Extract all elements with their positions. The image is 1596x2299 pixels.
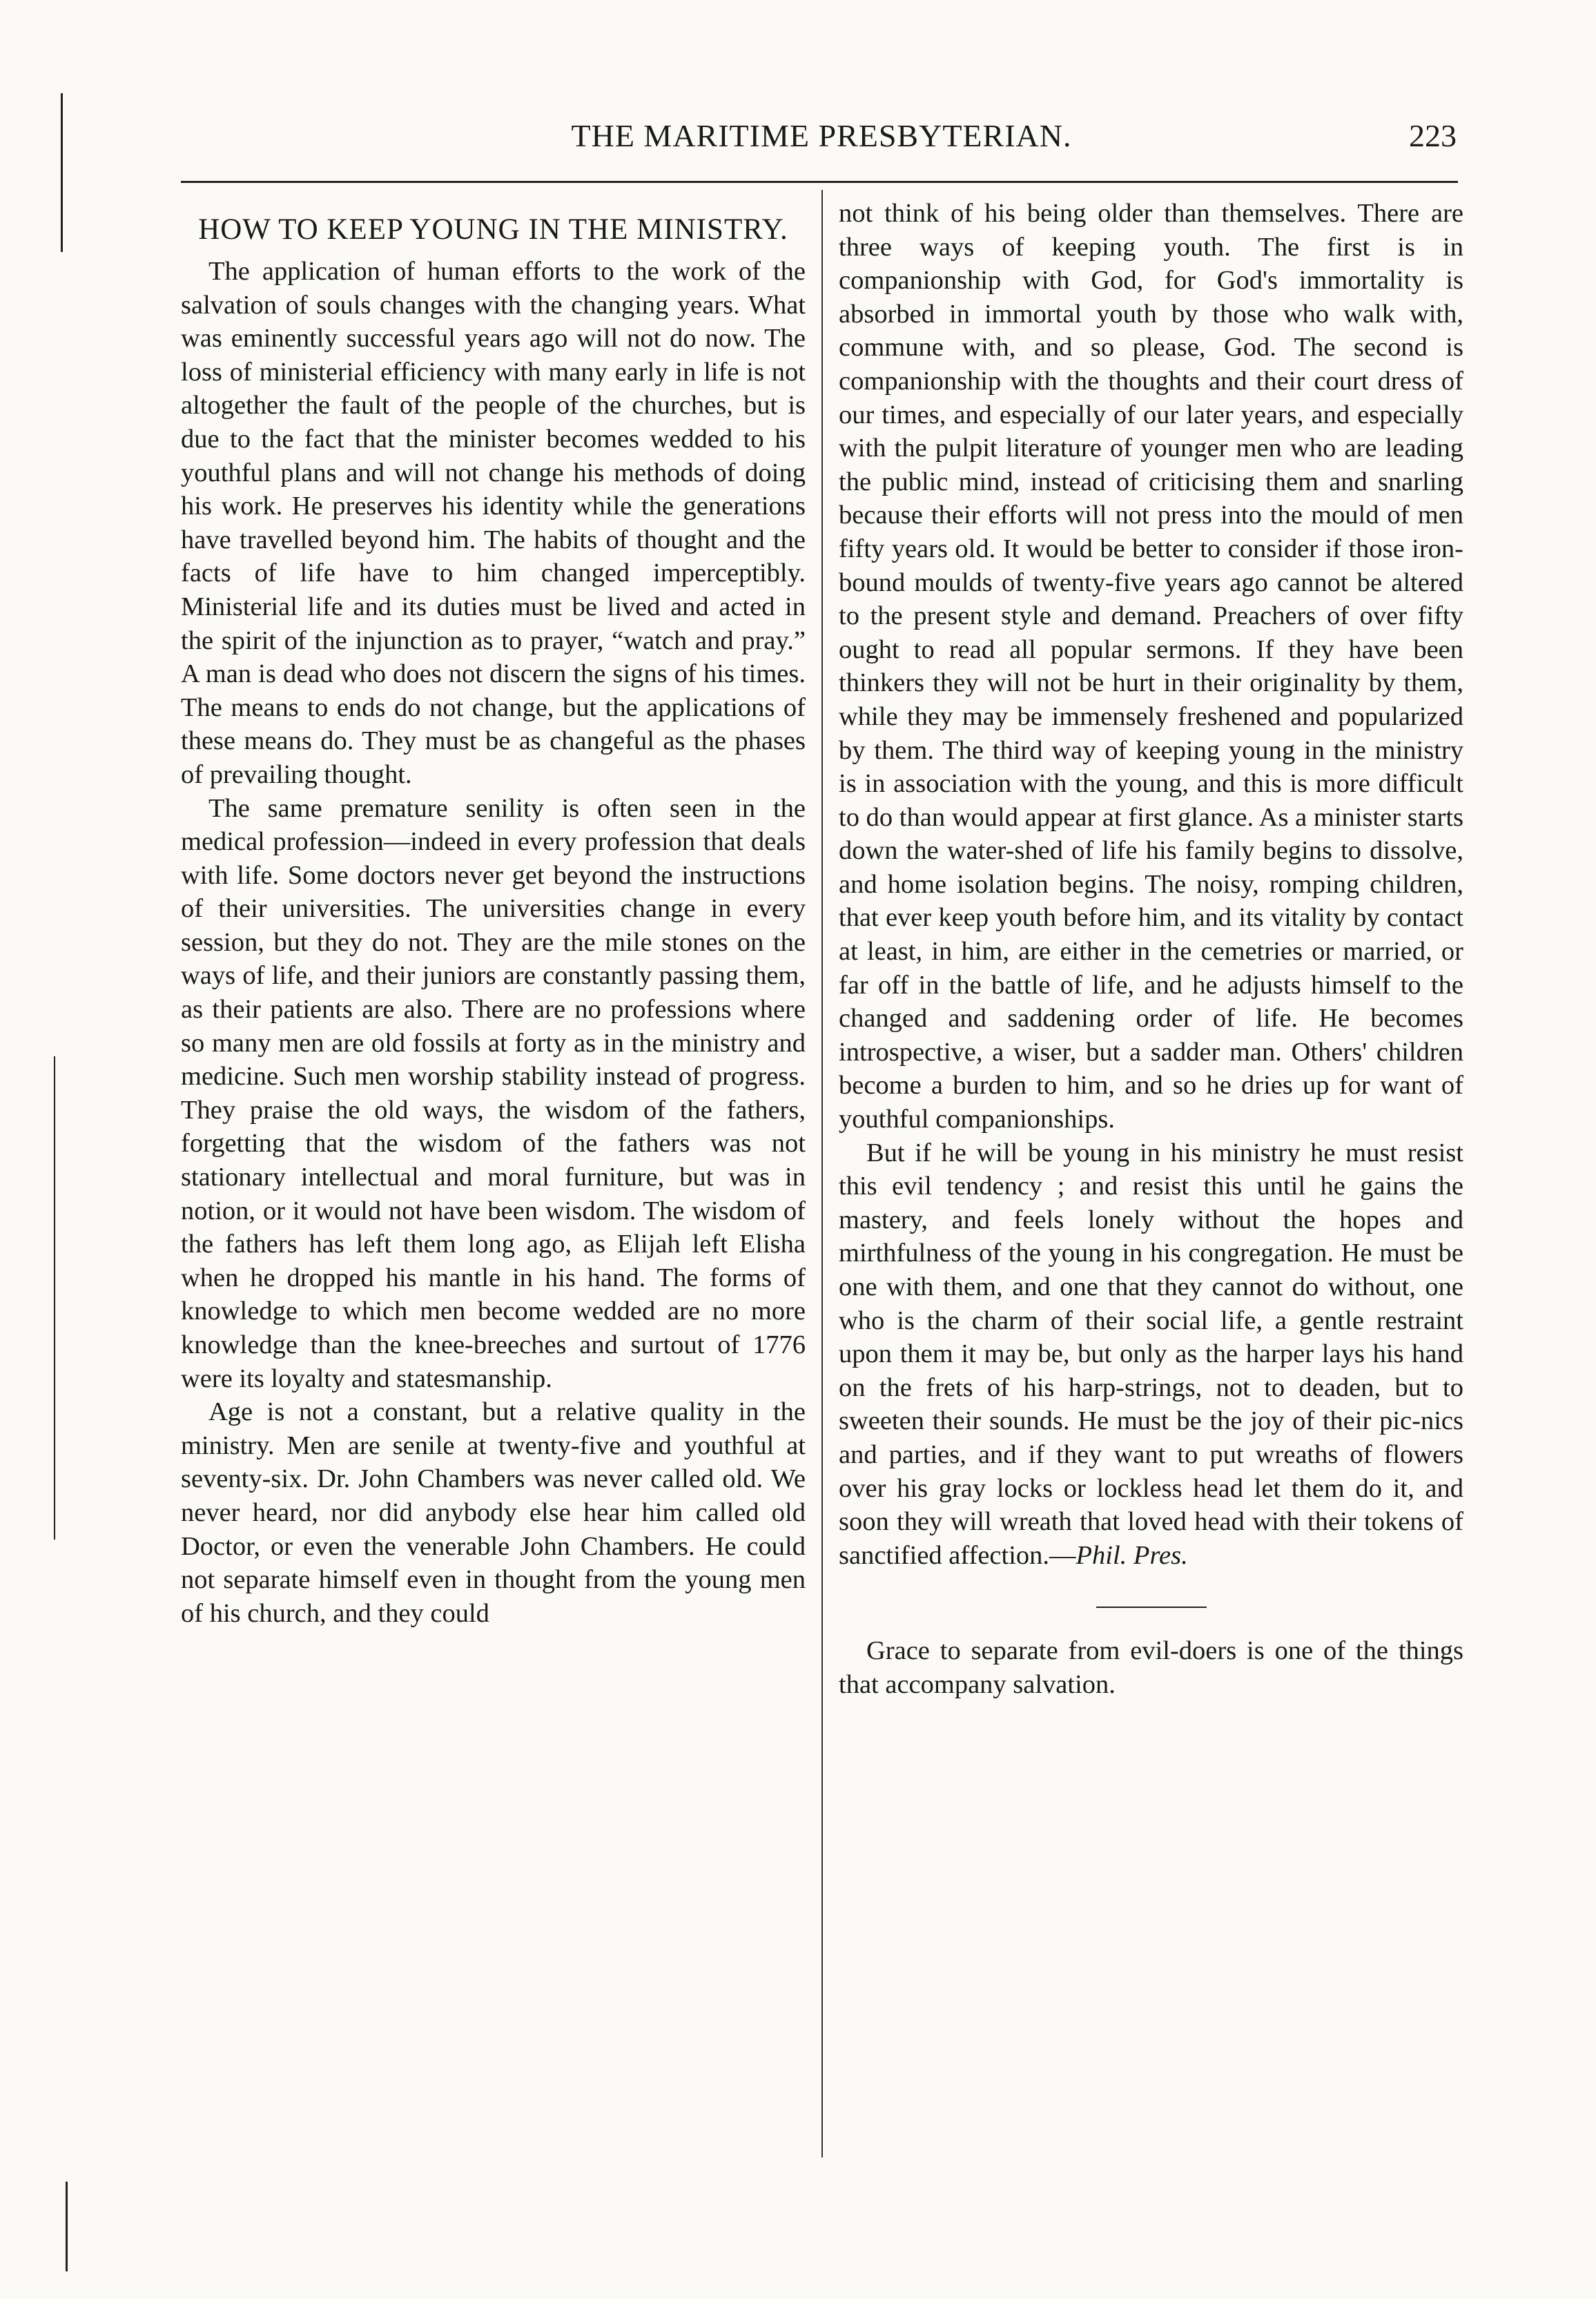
paragraph: Age is not a constant, but a relative quality in the ministry. Men are senile at twenty-five and youthful at seventy-six. Dr. John Chambers was never called old. We never heard, nor did anybody else hear him called old Doctor, or even the venerable John Chambers. He could not separate himself even in thought from the young men of his church, and they could <box>181 1397 806 1628</box>
margin-mark <box>66 2182 68 2271</box>
paragraph-text: But if he will be young in his ministry he must resist this evil tendency ; and resist this until he gains the mastery, and feels lonely without the hopes and mirthfulness of the young in his congregation. He must be one with them, and one that they cannot do without, one who is the charm of their social life, a gentle restraint upon them it may be, but only as the harper lays his hand on the frets of his harp-strings, not to deaden, but to sweeten their sounds. He must be the joy of their pic-nics and parties, and if they want to put wreaths of flowers over his gray locks or lockless head let them do it, and soon they will wreath that loved head with their tokens of sanctified affection.— <box>839 1138 1463 1570</box>
margin-mark <box>54 1056 55 1540</box>
right-column <box>839 197 1463 1702</box>
column-divider <box>821 190 823 2157</box>
journal-title: THE MARITIME PRESBYTERIAN. <box>571 118 1072 153</box>
paragraph <box>839 1136 1463 1573</box>
running-header <box>186 117 1457 166</box>
paragraph: The application of human efforts to the work of the salvation of souls changes with the changing years. What was eminently successful years ago will not do now. The loss of ministerial efficiency with many early in life is not altogether the fault of the people of the churches, but is due to the fact that the minister becomes wedded to his youthful plans and will not change his methods of doing his work. He preserves his identity while the generations have travelled beyond him. The habits of thought and the facts of life have to him changed imperceptibly. Ministerial life and its duties must be lived and acted in the spirit of the injunction as to prayer, “watch and pray.” A man is dead who does not discern the signs of his times. The means to ends do not change, but the applications of these means do. They must be as changeful as the phases of prevailing thought. <box>181 257 806 789</box>
page-number: 223 <box>1409 118 1457 153</box>
left-column <box>181 197 806 1630</box>
article-title: HOW TO KEEP YOUNG IN THE MINISTRY. <box>198 213 788 246</box>
filler-paragraph: Grace to separate from evil-doers is one of the things that accompany salvation. <box>839 1636 1463 1699</box>
section-rule <box>1096 1607 1207 1608</box>
attribution: Phil. Pres. <box>1076 1540 1188 1570</box>
header-rule <box>181 181 1458 183</box>
paragraph: The same premature senility is often seen in the medical profession—indeed in every profession that deals with life. Some doctors never get beyond the instructions of their universities. The universities change in every session, but they do not. They are the mile stones on the ways of life, and their juniors are constantly passing them, as their patients are also. There are no professions where so many men are old fossils at forty as in the ministry and medicine. Such men worship stability instead of progress. They praise the old ways, the wisdom of the fathers, forgetting that the wisdom of the fathers was not stationary intellectual and moral furniture, but was in notion, or it would not have been wisdom. The wisdom of the fathers has left them long ago, as Elijah left Elisha when he dropped his mantle in his hand. The forms of knowledge to which men become wedded are no more knowledge than the knee-breeches and surtout of 1776 were its loyalty and statesmanship. <box>181 793 806 1393</box>
paragraph: not think of his being older than themselves. There are three ways of keeping youth. The first is in companionship with God, for God's immortality is absorbed in immortal youth by those who walk with, commune with, and so please, God. The second is companionship with the thoughts and their court dress of our times, and especially of our later years, and especially with the pulpit literature of younger men who are leading the public mind, instead of criticising them and snarling because their efforts will not press into the mould of men fifty years old. It would be better to consider if those iron-bound moulds of twenty-five years ago cannot be altered to the present style and demand. Preachers of over fifty ought to read all popular sermons. If they have been thinkers they will not be hurt in their originality by them, while they may be immensely freshened and popularized by them. The third way of keeping young in the ministry is in association with the young, and this is more difficult to do than would appear at first glance. As a minister starts down the water-shed of life his family begins to dissolve, and home isolation begins. The noisy, romping children, that ever keep youth before him, and its vitality by contact at least, in him, are either in the cemetries or married, or far off in the battle of life, and he adjusts himself to the changed and saddening order of life. He becomes introspective, a wiser, but a sadder man. Others' children become a burden to him, and so he dries up for want of youthful companionships. <box>839 199 1463 1134</box>
margin-mark <box>61 93 63 252</box>
